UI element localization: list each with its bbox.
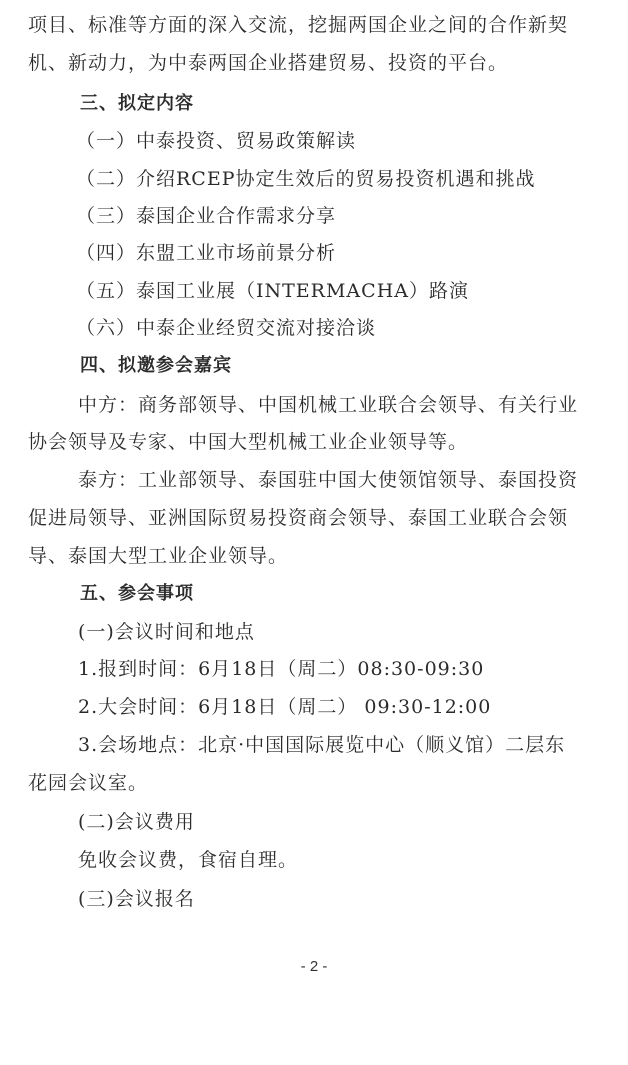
sub-heading: (一)会议时间和地点 (78, 621, 255, 643)
list-item: 3.会场地点：北京·中国国际展览中心（顺义馆）二层东 (78, 734, 566, 756)
list-item: （四）东盟工业市场前景分析 (76, 242, 337, 264)
section-heading: 四、拟邀参会嘉宾 (80, 355, 232, 376)
body-text-line: 协会领导及专家、中国大型机械工业企业领导等。 (28, 431, 469, 453)
list-item: （六）中泰企业经贸交流对接洽谈 (76, 317, 377, 339)
body-text-line: 导、泰国大型工业企业领导。 (28, 545, 289, 567)
body-text-line: 促进局领导、亚洲国际贸易投资商会领导、泰国工业联合会领 (28, 507, 569, 529)
sub-heading: (二)会议费用 (78, 811, 195, 833)
sub-heading: (三)会议报名 (78, 888, 195, 910)
list-item: 1.报到时间：6月18日（周二）08:30-09:30 (78, 658, 485, 680)
list-item: 2.大会时间：6月18日（周二） 09:30-12:00 (78, 696, 492, 718)
list-item: （五）泰国工业展（INTERMACHA）路演 (76, 280, 469, 302)
body-text-line: 机、新动力，为中泰两国企业搭建贸易、投资的平台。 (28, 52, 509, 74)
page-number: - 2 - (300, 958, 328, 975)
body-text-line: 中方：商务部领导、中国机械工业联合会领导、有关行业 (78, 394, 579, 416)
list-item: （三）泰国企业合作需求分享 (76, 205, 337, 227)
body-text-line: 花园会议室。 (28, 772, 149, 794)
list-item: （二）介绍RCEP协定生效后的贸易投资机遇和挑战 (76, 168, 536, 190)
body-text-line: 泰方：工业部领导、泰国驻中国大使领馆领导、泰国投资 (78, 469, 579, 491)
section-heading: 三、拟定内容 (80, 93, 194, 114)
list-item: （一）中泰投资、贸易政策解读 (76, 130, 357, 152)
body-text-line: 项目、标准等方面的深入交流，挖掘两国企业之间的合作新契 (28, 14, 569, 36)
body-text-line: 免收会议费，食宿自理。 (78, 849, 299, 871)
section-heading: 五、参会事项 (80, 583, 194, 604)
